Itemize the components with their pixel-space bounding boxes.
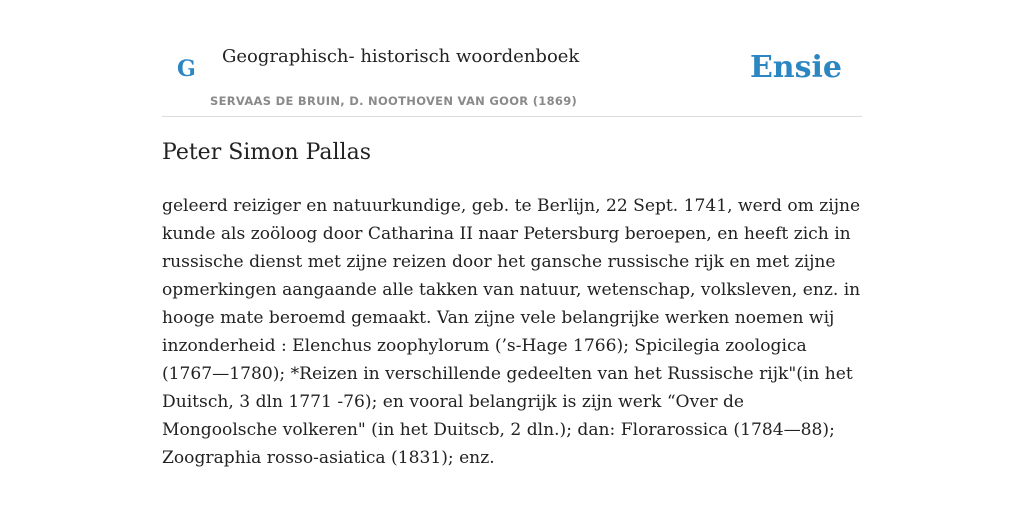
book-letter-icon[interactable]: G: [177, 56, 196, 82]
book-header: [162, 0, 862, 117]
book-authors: SERVAAS DE BRUIN, D. NOOTHOVEN VAN GOOR (1869): [210, 94, 578, 108]
ensie-logo-link[interactable]: Ensie: [749, 50, 842, 85]
book-title-link[interactable]: Geographisch- historisch woordenboek: [222, 46, 580, 67]
entry-body: geleerd reiziger en natuurkundige, geb. te Berlijn, 22 Sept. 1741, werd om zijne kunde als zoöloog door Catharina II naar Petersburg beroepen, en heeft zich in russische dienst met zijne reizen door het gansche russische rijk en met zijne opmerkingen aangaande alle takken van natuur, wetenschap, volksleven, enz. in hooge mate beroemd gemaakt. Van zijne vele belangrijke werken noemen wij inzonderheid : Elenchus zoophylorum (’s-Hage 1766); Spicilegia zoologica (1767—1780); *Reizen in verschillende gedeelten van het Russische rijk"(in het Duitsch, 3 dln 1771 -76); en vooral belangrijk is zijn werk “Over de Mongoolsche volkeren" (in het Duitscb, 2 dln.); dan: Florarossica (1784—88); Zoographia rosso-asiatica (1831); enz.: [162, 196, 861, 468]
entry-title: Peter Simon Pallas: [162, 140, 371, 165]
